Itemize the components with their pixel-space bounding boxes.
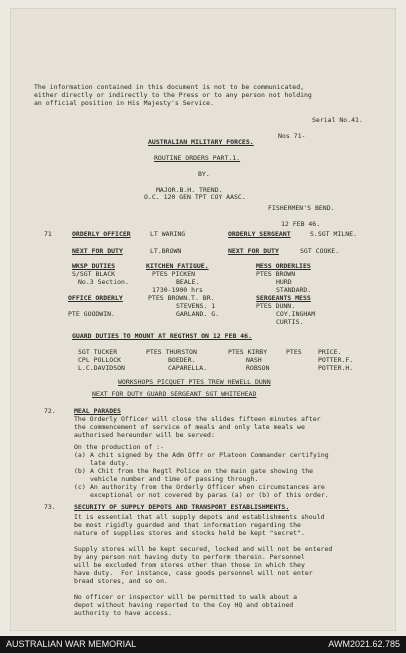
paragraph-line: be most rigidly guarded and that information regarding the: [74, 521, 301, 529]
paragraph-line: The Orderly Officer will close the slides fifteen minutes after: [74, 415, 321, 423]
mess-orderly: HURD: [276, 278, 292, 286]
guard-member: CAPARELLA.: [168, 364, 208, 372]
orderly-sergeant-label: ORDERLY SERGEANT: [228, 230, 291, 238]
guard-member: PTES THURSTON: [146, 348, 197, 356]
paragraph-line: On the production of :-: [74, 443, 165, 451]
paragraph-line: by any person not having duty to perform therein. Personnel: [74, 553, 305, 561]
item-line: An authority from the Orderly Officer when circumstances are: [90, 483, 325, 491]
kitchen-fatigue-line: GARLAND. G.: [176, 310, 220, 318]
section-title: MEAL PARADES: [74, 407, 121, 415]
paragraph-line: authority to have access.: [74, 609, 172, 617]
item-label: (a): [74, 451, 86, 459]
section-title: SECURITY OF SUPPLY DEPOTS AND TRANSPORT ESTABLISHMENTS.: [74, 503, 290, 511]
office-orderly-label: OFFICE ORDERLY: [68, 294, 123, 302]
guard-member: L.C.DAVIDSON: [78, 364, 125, 372]
office-orderly-name: PTE GOODWIN.: [68, 310, 115, 318]
notice-line: either directly or indirectly to the Press or to any person not holding: [34, 91, 312, 99]
paragraph-line: the commencement of service of meals and only late meals we: [74, 423, 305, 431]
guard-member: PRICE.: [318, 348, 342, 356]
notice-line: an official position in His Majesty's Service.: [34, 99, 215, 107]
guard-member: POTTER.H.: [318, 364, 354, 372]
kitchen-fatigue-line: BEALE.: [176, 278, 200, 286]
next-sergeant-name: SGT COOKE.: [300, 247, 340, 255]
next-for-duty-label: NEXT FOR DUTY: [72, 247, 123, 255]
paragraph-line: authorised hereunder will be served:: [74, 431, 215, 439]
item-line: A Chit from the Regtl Police on the main gate showing the: [90, 467, 314, 475]
guard-member: PTES: [286, 348, 302, 356]
paragraph-line: It is essential that all supply depots and establishments should: [74, 513, 325, 521]
item-label: (b): [74, 467, 86, 475]
location: FISHERMEN'S BEND.: [268, 204, 335, 212]
item-line: vehicle number and time of passing through.: [90, 475, 259, 483]
kitchen-fatigue-line: PTES PICKEN: [152, 270, 196, 278]
orderly-officer-name: LT WARING: [150, 230, 186, 238]
item-label: (c): [74, 483, 86, 491]
paragraph-line: depot without having reported to the Coy HQ and obtained: [74, 601, 294, 609]
guard-member: PTES KIRBY: [228, 348, 268, 356]
item-line: late duty.: [90, 459, 130, 467]
paragraph-line: have duty. For instance, case goods personnel will not enter: [74, 569, 313, 577]
mess-orderly: PTES BROWN: [256, 270, 296, 278]
footer-bar: [0, 636, 406, 653]
sergeants-mess-label: SERGEANTS MESS: [256, 294, 311, 302]
orderly-officer-label: ORDERLY OFFICER: [72, 230, 131, 238]
next-for-duty-label: NEXT FOR DUTY: [228, 247, 279, 255]
section-number: 71: [44, 230, 52, 238]
paragraph-line: will be excluded from stores other than those in which they: [74, 561, 305, 569]
guard-member: SGT TUCKER: [78, 348, 118, 356]
paragraph-line: No officer or inspector will be permitted to walk about a: [74, 593, 298, 601]
sergeants-mess-orderly: PTES DUNN.: [256, 302, 296, 310]
kitchen-fatigue-line: PTES BROWN.T. BR.: [148, 294, 215, 302]
next-officer-name: LT.BROWN: [150, 247, 182, 255]
commanding-officer: MAJOR.B.H. TREND.: [156, 186, 223, 194]
kitchen-fatigue-line: STEVENS. 1: [176, 302, 216, 310]
mess-orderlies-label: MESS ORDERLIES: [256, 262, 311, 270]
by-label: BY.: [198, 170, 210, 178]
wksp-duties-label: WKSP DUTIES: [72, 262, 116, 270]
item-line: A chit signed by the Adm Offr or Platoon Commander certifying: [90, 451, 329, 459]
guard-member: ROBSON: [246, 364, 270, 372]
mess-orderly: STANDARD.: [276, 286, 312, 294]
unit-name: O.C. 120 GEN TPT COY AASC.: [144, 193, 246, 201]
wksp-duty-section: No.3 Section.: [78, 278, 129, 286]
guard-duties-title: GUARD DUTIES TO MOUNT AT REGTHST ON 12 FEB 46.: [72, 332, 253, 340]
wksp-duty-name: S/SGT BLACK: [72, 270, 116, 278]
next-guard-sergeant: NEXT FOR DUTY GUARD SERGEANT SGT WHITEHEAD: [92, 390, 257, 398]
guard-member: BOEDER.: [168, 356, 196, 364]
force-title: AUSTRALIAN MILITARY FORCES.: [148, 138, 254, 146]
sergeants-mess-orderly: COY.INGHAM: [276, 310, 316, 318]
section-number: 73.: [44, 503, 56, 511]
paragraph-line: nature of supplies stores and stocks held be kept "secret".: [74, 529, 305, 537]
order-date: 12 FEB 46.: [281, 220, 321, 228]
sergeants-mess-orderly: CURTIS.: [276, 318, 304, 326]
paragraph-line: bread stores, and so on.: [74, 577, 168, 585]
guard-member: NASH: [246, 356, 262, 364]
section-number: 72.: [44, 407, 56, 415]
notice-line: The information contained in this document is not to be communicated,: [34, 83, 305, 91]
guard-member: CPL POLLOCK: [78, 356, 122, 364]
paragraph-line: Supply stores will be kept secured, locked and will not be entered: [74, 545, 333, 553]
serial-number: Serial No.41.: [312, 116, 363, 124]
workshops-picquet: WORKSHOPS PICQUET PTES TREW HEWELL DUNN: [118, 378, 271, 386]
guard-member: POTTER.F.: [318, 356, 354, 364]
kitchen-fatigue-line: 1730-1900 hrs: [152, 286, 203, 294]
kitchen-fatigue-label: KITCHEN FATIGUE.: [146, 262, 209, 270]
footer-credit: AUSTRALIAN WAR MEMORIAL: [6, 639, 137, 649]
order-numbers: Nos 71-: [278, 132, 306, 140]
footer-accession-number: AWM2021.62.785: [328, 639, 400, 649]
item-line: exceptional or not covered by paras (a) or (b) of this order.: [90, 491, 329, 499]
orders-title: ROUTINE ORDERS PART.1.: [154, 154, 241, 162]
orderly-sergeant-name: S.SGT MILNE.: [310, 230, 357, 238]
